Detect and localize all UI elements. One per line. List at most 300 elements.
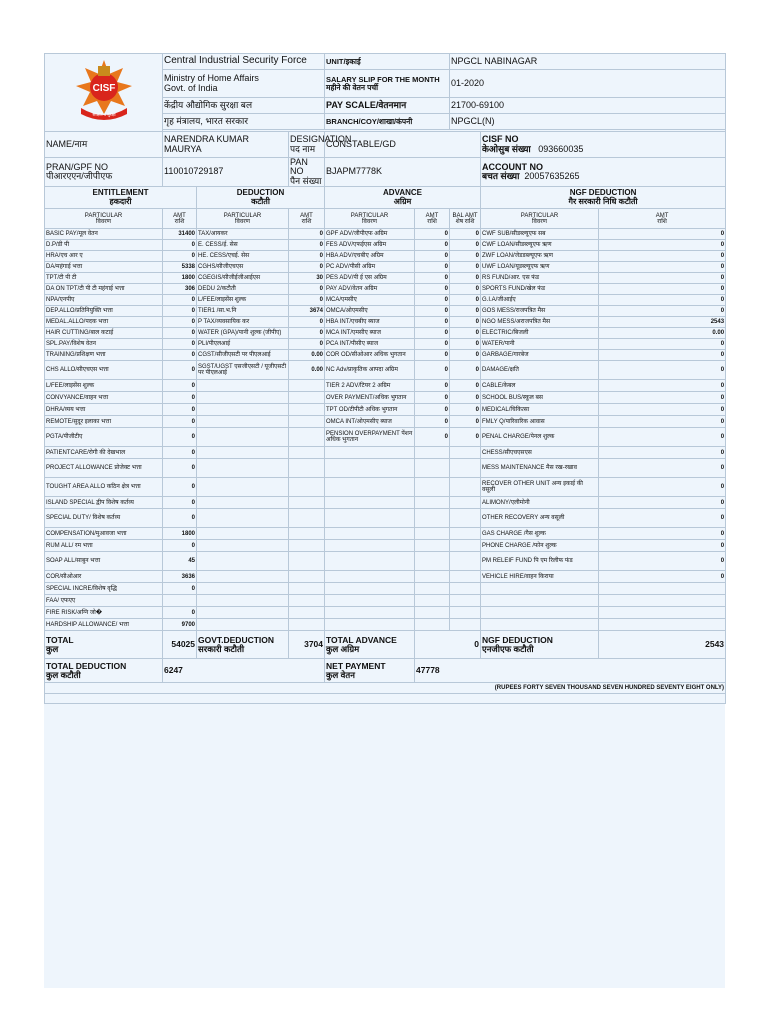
advance-balance: 0 bbox=[450, 240, 481, 251]
ngf-amount: 0 bbox=[599, 229, 726, 240]
ngf-item: PHONE CHARGE /फोन शुल्क bbox=[481, 540, 599, 552]
total-value: 54025 bbox=[163, 631, 197, 659]
adv-label-en: TOTAL ADVANCE bbox=[326, 634, 397, 645]
advance-balance bbox=[450, 509, 481, 528]
deduction-amount: 0 bbox=[289, 295, 325, 306]
deduction-amount: 0 bbox=[289, 339, 325, 350]
entitlement-item: CHS ALLO/सीएचएस भत्ता bbox=[45, 361, 163, 380]
entitlement-amount: 0 bbox=[163, 350, 197, 361]
deduction-item: TAX/आयकर bbox=[197, 229, 289, 240]
deduction-amount: 0 bbox=[289, 317, 325, 328]
entitlement-amount: 9700 bbox=[163, 619, 197, 631]
advance-amount: 0 bbox=[415, 339, 450, 350]
deduction-item bbox=[197, 497, 289, 509]
deduction-item: P TAX/व्यवसायिक कर bbox=[197, 317, 289, 328]
advance-balance bbox=[450, 528, 481, 540]
table-row bbox=[45, 404, 726, 416]
advance-item: PC ADV/पीसी अग्रिम bbox=[325, 262, 415, 273]
advance-balance bbox=[450, 619, 481, 631]
advance-balance bbox=[450, 478, 481, 497]
colhead-particular-hi: विवरण bbox=[234, 218, 251, 225]
table-row bbox=[45, 284, 726, 295]
deduction-amount: 0 bbox=[289, 328, 325, 339]
deduction-amount: 0 bbox=[289, 251, 325, 262]
advance-hi: अग्रिम bbox=[393, 196, 412, 206]
total-label-en: TOTAL bbox=[46, 634, 74, 645]
ngf-amount: 0 bbox=[599, 497, 726, 509]
deduction-amount bbox=[289, 478, 325, 497]
advance-balance: 0 bbox=[450, 404, 481, 416]
deduction-item: L/FEE/लाइसेंस शुल्क bbox=[197, 295, 289, 306]
colhead-bal-hi: शेष राशि bbox=[455, 218, 475, 225]
deduction-amount bbox=[289, 497, 325, 509]
entitlement-amount: 1800 bbox=[163, 528, 197, 540]
deduction-amount bbox=[289, 416, 325, 428]
entitlement-amount: 0 bbox=[163, 416, 197, 428]
table-row bbox=[45, 595, 726, 607]
entitlement-amount: 0 bbox=[163, 339, 197, 350]
table-row bbox=[45, 478, 726, 497]
table-row bbox=[45, 459, 726, 478]
ded-label-en: TOTAL DEDUCTION bbox=[46, 660, 127, 671]
org-name-hi: केंद्रीय औद्योगिक सुरक्षा बल bbox=[163, 98, 325, 114]
adv-label-hi: कुल अग्रिम bbox=[326, 643, 360, 654]
colhead-particular bbox=[481, 209, 599, 229]
colhead-particular bbox=[45, 209, 163, 229]
item-rows bbox=[45, 229, 726, 631]
designation-label bbox=[289, 132, 352, 158]
ngf-item: PENAL CHARGE/पेनल शुल्क bbox=[481, 428, 599, 447]
advance-amount: 0 bbox=[415, 284, 450, 295]
net-label-hi: कुल वेतन bbox=[326, 669, 355, 680]
deduction-item: SGST/UGST एसजीएसटी / यूजीएसटी पर पीएलआई bbox=[197, 361, 289, 380]
entitlement-item: DA/महंगाई भत्ता bbox=[45, 262, 163, 273]
salary-slip-sheet bbox=[44, 53, 725, 988]
advance-item bbox=[325, 619, 415, 631]
ngf-item bbox=[481, 583, 599, 595]
deduction-item bbox=[197, 392, 289, 404]
deduction-item: E. CESS/ई. सेस bbox=[197, 240, 289, 251]
colhead-amt bbox=[289, 209, 325, 229]
ngf-amount: 0 bbox=[599, 509, 726, 528]
table-row bbox=[45, 571, 726, 583]
ngf-amount bbox=[599, 619, 726, 631]
deduction-amount bbox=[289, 595, 325, 607]
entitlement-item: HRA/एच आर ए bbox=[45, 251, 163, 262]
entitlement-amount: 0 bbox=[163, 251, 197, 262]
deduction-item bbox=[197, 416, 289, 428]
logo-motto: संरक्षण व सुरक्षा bbox=[91, 112, 116, 118]
entitlement-item: DHRA/व्यय भत्ता bbox=[45, 404, 163, 416]
advance-en: ADVANCE bbox=[383, 188, 422, 198]
deduction-item: CGEGIS/सीजीईजीआईएस bbox=[197, 273, 289, 284]
table-row bbox=[45, 380, 726, 392]
table-row bbox=[45, 583, 726, 595]
cisf-no-label-hi: केओसुब संख्या bbox=[482, 143, 531, 154]
ngf-item bbox=[481, 619, 599, 631]
advance-item: NC Adv/प्राकृतिक आपदा अग्रिम bbox=[325, 361, 415, 380]
entitlement-item: SOAP ALL/साबुन भत्ता bbox=[45, 552, 163, 571]
colhead-particular-en: PARTICULAR bbox=[520, 212, 559, 219]
advance-amount: 0 bbox=[415, 392, 450, 404]
account-value: 20057635265 bbox=[524, 171, 580, 182]
account-label: ACCOUNT NO bbox=[482, 161, 544, 172]
deduction-amount: 3674 bbox=[289, 306, 325, 317]
ngf-amount: 0 bbox=[599, 540, 726, 552]
ngf-item: WATER/पानी bbox=[481, 339, 599, 350]
entitlement-item: PROJECT ALLOWANCE प्रोजेक्ट भत्ता bbox=[45, 459, 163, 478]
colhead-particular bbox=[325, 209, 415, 229]
table-row bbox=[45, 607, 726, 619]
ngf-amount: 0 bbox=[599, 306, 726, 317]
table-row bbox=[45, 306, 726, 317]
entitlement-amount bbox=[163, 595, 197, 607]
advance-item bbox=[325, 447, 415, 459]
section-deduction bbox=[197, 187, 325, 209]
entitlement-amount: 0 bbox=[163, 478, 197, 497]
ngf-deduction-value: 2543 bbox=[599, 631, 726, 659]
month-value: 01-2020 bbox=[450, 70, 726, 98]
table-row bbox=[45, 447, 726, 459]
deduction-amount bbox=[289, 540, 325, 552]
table-row bbox=[45, 317, 726, 328]
deduction-item bbox=[197, 404, 289, 416]
salary-slip-table bbox=[44, 53, 726, 704]
advance-item: HBA INT/एचबीए ब्याज bbox=[325, 317, 415, 328]
advance-balance: 0 bbox=[450, 306, 481, 317]
deduction-amount bbox=[289, 583, 325, 595]
advance-balance bbox=[450, 540, 481, 552]
advance-item bbox=[325, 571, 415, 583]
deduction-item bbox=[197, 380, 289, 392]
advance-amount bbox=[415, 571, 450, 583]
govt-label-hi: सरकारी कटौती bbox=[198, 643, 245, 654]
entitlement-item: HAIR CUTTING/बाल कटाई bbox=[45, 328, 163, 339]
entitlement-item: MEDAL.ALLO/पदक भत्ता bbox=[45, 317, 163, 328]
govt-deduction-label bbox=[197, 631, 289, 659]
entitlement-item: HARDSHIP ALLOWANCE/ भत्ता bbox=[45, 619, 163, 631]
table-row bbox=[45, 251, 726, 262]
deduction-amount bbox=[289, 571, 325, 583]
deduction-item bbox=[197, 447, 289, 459]
advance-balance: 0 bbox=[450, 229, 481, 240]
ngf-label-hi: एनजीएफ कटौती bbox=[482, 643, 534, 654]
advance-balance bbox=[450, 552, 481, 571]
entitlement-amount: 0 bbox=[163, 540, 197, 552]
deduction-item bbox=[197, 619, 289, 631]
deduction-item bbox=[197, 583, 289, 595]
total-advance-value: 0 bbox=[415, 631, 481, 659]
branch-value: NPGCL(N) bbox=[450, 114, 726, 130]
month-label-hi: महीने की वेतन पर्ची bbox=[326, 82, 379, 92]
ngf-amount: 0 bbox=[599, 262, 726, 273]
table-row bbox=[45, 497, 726, 509]
advance-item bbox=[325, 552, 415, 571]
entitlement-item: TPT/टी पी टी bbox=[45, 273, 163, 284]
table-row bbox=[45, 552, 726, 571]
ngf-item: NGO MESS/अराजपत्रित मैस bbox=[481, 317, 599, 328]
name-label: NAME/नाम bbox=[45, 132, 163, 158]
table-row bbox=[45, 350, 726, 361]
colhead-amt-en: AMT bbox=[300, 212, 313, 219]
advance-amount bbox=[415, 607, 450, 619]
entitlement-amount: 5338 bbox=[163, 262, 197, 273]
pan-label-en: PAN NO bbox=[290, 157, 308, 177]
advance-item bbox=[325, 478, 415, 497]
ngf-amount: 0 bbox=[599, 361, 726, 380]
entitlement-item: PATIENTCARE/रोगी की देखभाल bbox=[45, 447, 163, 459]
advance-amount bbox=[415, 540, 450, 552]
deduction-item bbox=[197, 595, 289, 607]
advance-item bbox=[325, 497, 415, 509]
advance-amount: 0 bbox=[415, 240, 450, 251]
advance-balance: 0 bbox=[450, 350, 481, 361]
deduction-item: CGST/सीजीएसटी पर पीएलआई bbox=[197, 350, 289, 361]
entitlement-amount: 0 bbox=[163, 497, 197, 509]
table-row bbox=[45, 295, 726, 306]
entitlement-item: PGTA/पीजीटीए bbox=[45, 428, 163, 447]
advance-balance: 0 bbox=[450, 428, 481, 447]
pran-label bbox=[45, 158, 163, 187]
org-name: Central Industrial Security Force bbox=[163, 54, 325, 70]
total-deduction-label bbox=[45, 659, 163, 683]
ngf-amount: 0 bbox=[599, 240, 726, 251]
colhead-amt bbox=[415, 209, 450, 229]
deduction-amount bbox=[289, 459, 325, 478]
ngf-item: GAS CHARGE /गैस शुल्क bbox=[481, 528, 599, 540]
ngf-amount: 0 bbox=[599, 416, 726, 428]
entitlement-amount: 3636 bbox=[163, 571, 197, 583]
advance-amount bbox=[415, 509, 450, 528]
advance-balance bbox=[450, 583, 481, 595]
table-row bbox=[45, 262, 726, 273]
advance-item bbox=[325, 540, 415, 552]
ngf-amount: 0 bbox=[599, 284, 726, 295]
ngf-amount bbox=[599, 595, 726, 607]
ngf-item: OTHER RECOVERY अन्य वसूली bbox=[481, 509, 599, 528]
ngf-amount: 0 bbox=[599, 273, 726, 284]
entitlement-amount: 1800 bbox=[163, 273, 197, 284]
unit-value: NPGCL NABINAGAR bbox=[450, 54, 726, 70]
entitlement-item: TRAINING/प्रशिक्षण भत्ता bbox=[45, 350, 163, 361]
ded-label-hi: कुल कटौती bbox=[46, 669, 81, 680]
advance-balance: 0 bbox=[450, 273, 481, 284]
net-label-en: NET PAYMENT bbox=[326, 660, 386, 671]
entitlement-amount: 0 bbox=[163, 240, 197, 251]
net-payment-label bbox=[325, 659, 415, 683]
pran-label-hi: पीआरएएन/जीपीएफ bbox=[46, 171, 113, 182]
ngf-item: CWF SUB/सीडब्ल्यूएफ सब bbox=[481, 229, 599, 240]
deduction-amount bbox=[289, 528, 325, 540]
advance-item: OMCA INT/ओएमसीए ब्याज bbox=[325, 416, 415, 428]
advance-amount bbox=[415, 478, 450, 497]
govt-deduction-value: 3704 bbox=[289, 631, 325, 659]
colhead-particular-hi: विवरण bbox=[95, 218, 112, 225]
govt-label-en: GOVT.DEDUCTION bbox=[198, 634, 275, 645]
advance-item: GPF ADV/जीपीएफ अग्रिम bbox=[325, 229, 415, 240]
ministry-hi: गृह मंत्रालय, भारत सरकार bbox=[163, 114, 325, 130]
net-row bbox=[45, 659, 726, 683]
colhead-amt bbox=[599, 209, 726, 229]
account-cell bbox=[481, 158, 726, 187]
payscale-label: PAY SCALE/वेतनमान bbox=[325, 98, 450, 114]
deduction-item: CGHS/सीजीएचएस bbox=[197, 262, 289, 273]
ngf-item bbox=[481, 607, 599, 619]
entitlement-amount: 31400 bbox=[163, 229, 197, 240]
advance-balance bbox=[450, 595, 481, 607]
ngf-amount: 0 bbox=[599, 478, 726, 497]
section-entitlement bbox=[45, 187, 197, 209]
entitlement-en: ENTITLEMENT bbox=[92, 188, 149, 198]
deduction-item: TIER1 /सा.भ.नि bbox=[197, 306, 289, 317]
advance-item: OMCA/ओएमसीए bbox=[325, 306, 415, 317]
entitlement-amount: 0 bbox=[163, 459, 197, 478]
advance-balance: 0 bbox=[450, 328, 481, 339]
cisf-logo-cell bbox=[45, 54, 163, 132]
advance-amount: 0 bbox=[415, 317, 450, 328]
cisf-no-value: 093660035 bbox=[538, 143, 584, 154]
colhead-bal-en: BAL AMT bbox=[452, 212, 478, 219]
ngf-amount bbox=[599, 607, 726, 619]
section-ngf bbox=[481, 187, 726, 209]
table-row bbox=[45, 392, 726, 404]
advance-balance bbox=[450, 447, 481, 459]
advance-item bbox=[325, 607, 415, 619]
deduction-item bbox=[197, 528, 289, 540]
entitlement-amount: 0 bbox=[163, 392, 197, 404]
colhead-amt-hi: राशि bbox=[427, 218, 437, 225]
deduction-amount: 0 bbox=[289, 284, 325, 295]
ngf-label-en: NGF DEDUCTION bbox=[482, 634, 553, 645]
name-value: NARENDRA KUMAR MAURYA bbox=[163, 132, 289, 158]
entitlement-item: COR/सीओआर bbox=[45, 571, 163, 583]
table-row bbox=[45, 328, 726, 339]
entitlement-item: COMPENSATION/मुआवजा भत्ता bbox=[45, 528, 163, 540]
deduction-item bbox=[197, 459, 289, 478]
advance-balance bbox=[450, 497, 481, 509]
colhead-amt-hi: राशि bbox=[174, 218, 185, 225]
deduction-amount: 0.00 bbox=[289, 350, 325, 361]
deduction-amount bbox=[289, 380, 325, 392]
advance-item: FES ADV/एफईएस अग्रिम bbox=[325, 240, 415, 251]
section-advance bbox=[325, 187, 481, 209]
ngf-item: CABLE/केबल bbox=[481, 380, 599, 392]
table-row bbox=[45, 428, 726, 447]
ngf-item: RS FUND/आर. एस फंड bbox=[481, 273, 599, 284]
colhead-amt bbox=[163, 209, 197, 229]
month-label bbox=[325, 70, 450, 98]
deduction-amount bbox=[289, 428, 325, 447]
table-row bbox=[45, 619, 726, 631]
advance-item bbox=[325, 583, 415, 595]
designation-label-hi: पद नाम bbox=[290, 143, 316, 154]
pran-label-en: PRAN/GPF NO bbox=[46, 161, 109, 172]
deduction-amount: 0.00 bbox=[289, 361, 325, 380]
ngf-item: ZWF LOAN/जेडडब्ल्यूएफ ऋण bbox=[481, 251, 599, 262]
advance-amount: 0 bbox=[415, 428, 450, 447]
advance-item: MCA INT/एमसीए ब्याज bbox=[325, 328, 415, 339]
deduction-amount bbox=[289, 607, 325, 619]
advance-item: TPT OD/टीपीटी अधिक भुगतान bbox=[325, 404, 415, 416]
deduction-item bbox=[197, 571, 289, 583]
deduction-item bbox=[197, 428, 289, 447]
advance-amount bbox=[415, 619, 450, 631]
advance-item bbox=[325, 459, 415, 478]
ngf-amount: 2543 bbox=[599, 317, 726, 328]
colhead-particular-hi: विवरण bbox=[362, 218, 378, 225]
total-deduction-value: 6247 bbox=[163, 659, 325, 683]
deduction-item: HE. CESS/एचई. सेस bbox=[197, 251, 289, 262]
table-row bbox=[45, 229, 726, 240]
ngf-amount: 0 bbox=[599, 392, 726, 404]
entitlement-item: REMOTE/सुदूर इलाका भत्ता bbox=[45, 416, 163, 428]
net-payment-value: 47778 bbox=[415, 659, 726, 683]
totals-row bbox=[45, 631, 726, 659]
colhead-amt-hi: राशि bbox=[301, 218, 312, 225]
ministry: Ministry of Home Affairs bbox=[164, 73, 259, 84]
advance-amount bbox=[415, 528, 450, 540]
entitlement-amount: 0 bbox=[163, 607, 197, 619]
entitlement-amount: 0 bbox=[163, 428, 197, 447]
ngf-item: G.I.A/जीआईए bbox=[481, 295, 599, 306]
ngf-item: CWF LOAN/सीडब्ल्यूएफ ऋण bbox=[481, 240, 599, 251]
deduction-item: WATER (GPA)/पानी शुल्क (जीपीए) bbox=[197, 328, 289, 339]
entitlement-item: SPECIAL INCRE/विशेष वृद्धि bbox=[45, 583, 163, 595]
advance-balance: 0 bbox=[450, 317, 481, 328]
cisf-emblem-icon bbox=[71, 56, 137, 126]
ngf-item: DAMAGE/क्षति bbox=[481, 361, 599, 380]
ngf-amount: 0 bbox=[599, 428, 726, 447]
deduction-amount: 30 bbox=[289, 273, 325, 284]
advance-item: MCA/एमसीए bbox=[325, 295, 415, 306]
ngf-amount: 0 bbox=[599, 339, 726, 350]
advance-amount bbox=[415, 595, 450, 607]
advance-amount: 0 bbox=[415, 295, 450, 306]
advance-item: PAY ADV/वेतन अग्रिम bbox=[325, 284, 415, 295]
ngf-amount: 0 bbox=[599, 251, 726, 262]
colhead-amt-en: AMT bbox=[173, 212, 186, 219]
advance-item bbox=[325, 509, 415, 528]
advance-balance: 0 bbox=[450, 339, 481, 350]
cisf-no-cell bbox=[481, 132, 726, 158]
advance-balance: 0 bbox=[450, 262, 481, 273]
advance-amount: 0 bbox=[415, 273, 450, 284]
ngf-amount: 0 bbox=[599, 404, 726, 416]
ngf-item: ALIMONY/एलीमोनी bbox=[481, 497, 599, 509]
entitlement-item: SPL.PAY/विशेष वेतन bbox=[45, 339, 163, 350]
deduction-item bbox=[197, 552, 289, 571]
colhead-particular bbox=[197, 209, 289, 229]
account-label-hi: बचत संख्या bbox=[482, 171, 520, 182]
deduction-amount bbox=[289, 392, 325, 404]
colhead-amt-en: AMT bbox=[655, 212, 669, 219]
table-row bbox=[45, 528, 726, 540]
ngf-hi: गैर सरकारी निधि कटौती bbox=[568, 196, 638, 206]
table-row bbox=[45, 416, 726, 428]
entitlement-amount: 0 bbox=[163, 361, 197, 380]
entitlement-amount: 0 bbox=[163, 583, 197, 595]
pan-label-hi: पैन संख्या bbox=[290, 175, 322, 186]
govt: Govt. of India bbox=[164, 82, 218, 93]
ngf-item: GOS MESS/राजपत्रित मैस bbox=[481, 306, 599, 317]
deduction-en: DEDUCTION bbox=[236, 188, 285, 198]
advance-item: PES ADV/पी ई एस अग्रिम bbox=[325, 273, 415, 284]
ngf-en: NGF DEDUCTION bbox=[569, 188, 637, 198]
ngf-amount bbox=[599, 583, 726, 595]
entitlement-item: FAA/ एफएए bbox=[45, 595, 163, 607]
advance-item: HBA ADV/एचबीए अग्रिम bbox=[325, 251, 415, 262]
deduction-item: PLI/पीएलआई bbox=[197, 339, 289, 350]
